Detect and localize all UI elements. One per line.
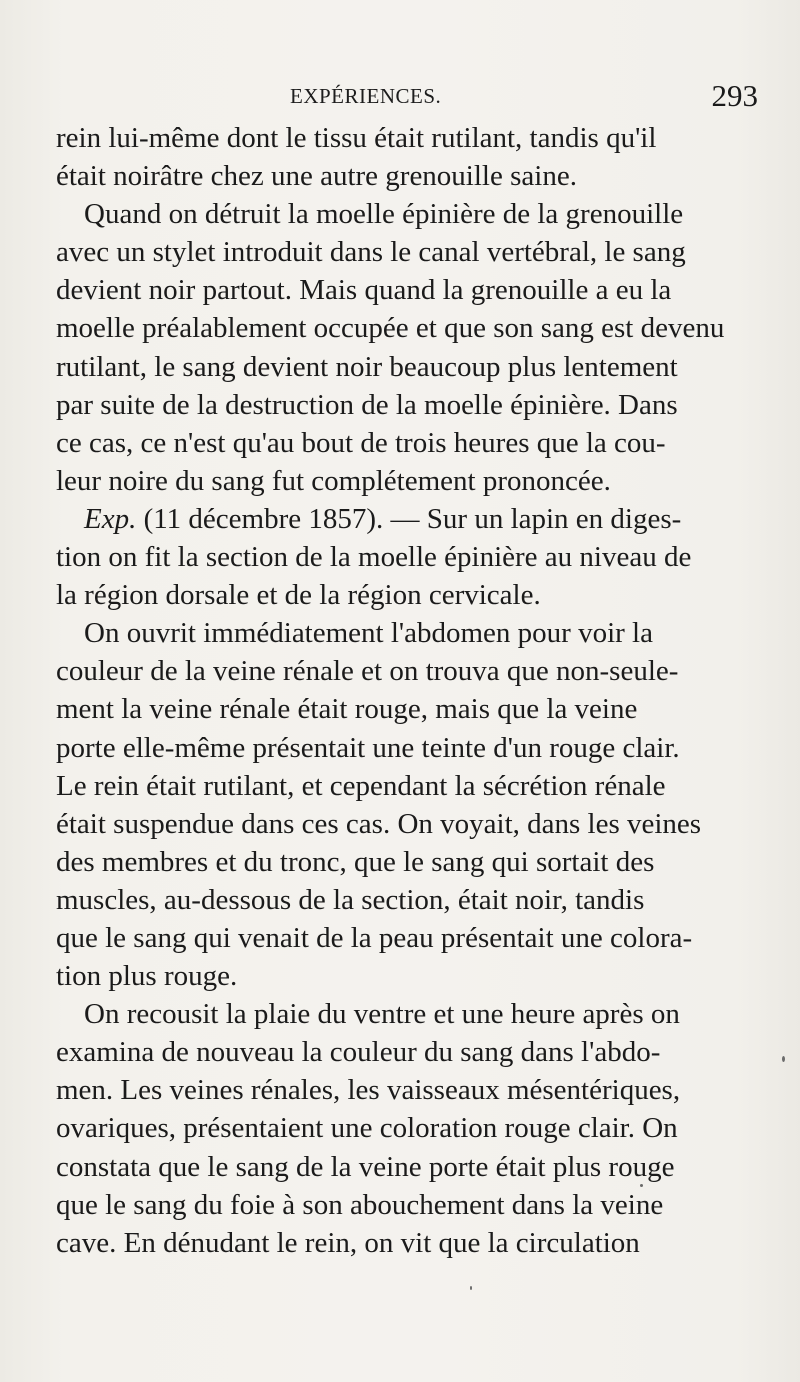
running-head: EXPÉRIENCES. xyxy=(290,84,442,108)
text-line: porte elle-même présentait une teinte d'un rouge clair. xyxy=(56,731,680,764)
text-line: rutilant, le sang devient noir beaucoup plus lentement xyxy=(56,350,678,383)
text-line: devient noir partout. Mais quand la grenouille a eu la xyxy=(56,274,672,307)
text-line: ment la veine rénale était rouge, mais que la veine xyxy=(56,693,638,726)
text-line: la région dorsale et de la région cervicale. xyxy=(56,579,541,612)
exp-text: (11 décembre 1857). — Sur un lapin en diges- xyxy=(143,502,682,535)
text-line: ce cas, ce n'est qu'au bout de trois heures que la cou- xyxy=(56,426,666,459)
text-line: On ouvrit immédiatement l'abdomen pour voir la xyxy=(84,617,653,650)
exp-label: Exp. xyxy=(84,502,137,535)
text-line: par suite de la destruction de la moelle épinière. Dans xyxy=(56,388,678,421)
text-line: leur noire du sang fut complétement prononcée. xyxy=(56,464,611,497)
text-line: couleur de la veine rénale et on trouva que non-seule- xyxy=(56,655,679,688)
text-line: Le rein était rutilant, et cependant la sécrétion rénale xyxy=(56,769,666,802)
text-line: muscles, au-dessous de la section, était noir, tandis xyxy=(56,883,645,916)
text-line: On recousit la plaie du ventre et une heure après on xyxy=(84,998,680,1031)
text-line: rein lui-même dont le tissu était rutilant, tandis qu'il xyxy=(56,122,657,154)
text-line: constata que le sang de la veine porte était plus rouge xyxy=(56,1150,675,1183)
text-line: tion on fit la section de la moelle épinière au niveau de xyxy=(56,541,692,574)
page-header xyxy=(54,78,758,118)
page-number: 293 xyxy=(711,78,758,113)
text-line: des membres et du tronc, que le sang qui sortait des xyxy=(56,845,655,878)
text-line: avec un stylet introduit dans le canal vertébral, le sang xyxy=(56,236,686,269)
text-line: examina de nouveau la couleur du sang dans l'abdo- xyxy=(56,1036,661,1069)
paper-speck xyxy=(640,1184,643,1187)
text-line: Quand on détruit la moelle épinière de la grenouille xyxy=(84,198,684,231)
text-line: que le sang du foie à son abouchement dans la veine xyxy=(56,1188,664,1221)
text-line-exp xyxy=(56,500,764,538)
paper-speck xyxy=(470,1286,472,1290)
text-line: tion plus rouge. xyxy=(56,960,238,993)
text-line: était noirâtre chez une autre grenouille saine. xyxy=(56,160,577,193)
text-line: cave. En dénudant le rein, on vit que la circulation xyxy=(56,1226,640,1259)
text-line: ovariques, présentaient une coloration rouge clair. On xyxy=(56,1112,678,1145)
paper-speck xyxy=(782,1056,785,1062)
text-line: moelle préalablement occupée et que son sang est devenu xyxy=(56,312,725,345)
text-line: que le sang qui venait de la peau présentait une colora- xyxy=(56,921,693,954)
text-line: était suspendue dans ces cas. On voyait, dans les veines xyxy=(56,807,702,840)
text-line: men. Les veines rénales, les vaisseaux mésentériques, xyxy=(56,1074,681,1107)
body-text xyxy=(56,119,764,1262)
